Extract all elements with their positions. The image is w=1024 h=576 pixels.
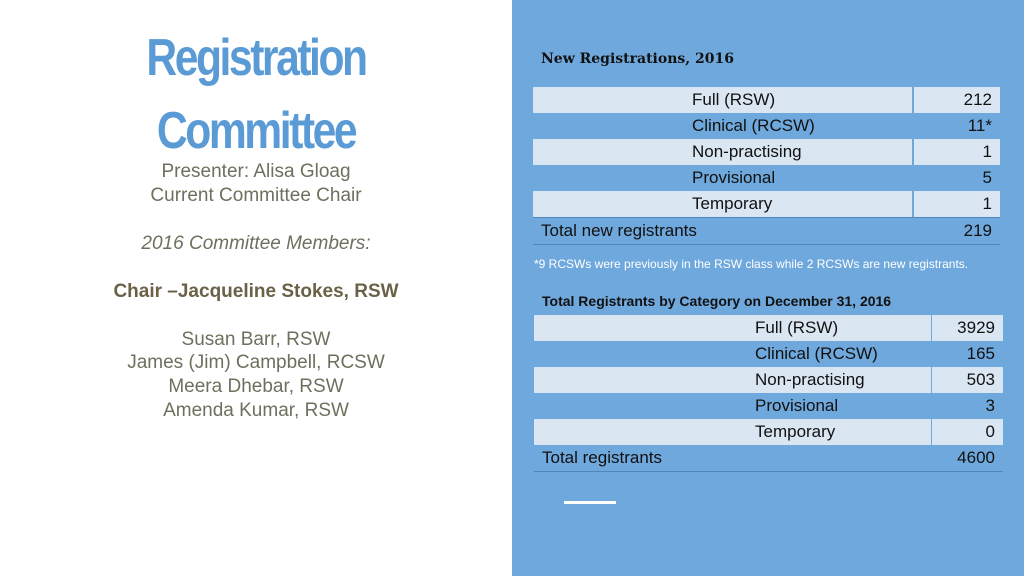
row-value: 0 xyxy=(932,419,1003,445)
row-value: 1 xyxy=(914,191,1000,218)
row-label: Full (RSW) xyxy=(533,87,912,113)
row-label: Temporary xyxy=(533,191,912,218)
decorative-dash xyxy=(564,501,616,504)
row-value: 3929 xyxy=(932,315,1003,341)
total-row xyxy=(533,218,1000,245)
new-registrations-table xyxy=(533,87,1000,245)
table-row xyxy=(533,191,1000,218)
row-value: 3 xyxy=(932,393,1003,419)
total-label: Total registrants xyxy=(534,445,931,472)
row-label: Non-practising xyxy=(533,139,912,165)
total-row xyxy=(534,445,1003,472)
row-value: 503 xyxy=(932,367,1003,393)
row-label: Clinical (RCSW) xyxy=(534,341,931,367)
row-value: 5 xyxy=(914,165,1000,191)
table-row xyxy=(534,315,1003,341)
table-row xyxy=(534,341,1003,367)
member-1: Susan Barr, RSW xyxy=(181,329,331,350)
total-value: 4600 xyxy=(932,445,1003,472)
row-value: 212 xyxy=(914,87,1000,113)
table-row xyxy=(533,139,1000,165)
total-value: 219 xyxy=(914,218,1000,245)
row-label: Provisional xyxy=(534,393,931,419)
table-row xyxy=(533,165,1000,191)
title-line-2: Committee xyxy=(156,102,356,160)
member-4: Amenda Kumar, RSW xyxy=(163,400,349,421)
members-heading: 2016 Committee Members: xyxy=(141,233,371,254)
total-registrants-table xyxy=(534,315,1003,472)
member-2: James (Jim) Campbell, RCSW xyxy=(127,352,385,373)
row-label: Non-practising xyxy=(534,367,931,393)
footnote: *9 RCSWs were previously in the RSW class while 2 RCSWs are new registrants. xyxy=(534,257,969,271)
table-row xyxy=(533,113,1000,139)
table-row xyxy=(534,393,1003,419)
table-row xyxy=(534,419,1003,445)
row-value: 11* xyxy=(914,113,1000,139)
committee-chair: Chair –Jacqueline Stokes, RSW xyxy=(113,281,399,302)
row-label: Clinical (RCSW) xyxy=(533,113,912,139)
row-label: Provisional xyxy=(533,165,912,191)
table-row xyxy=(533,87,1000,113)
new-registrations-heading: New Registrations, 2016 xyxy=(541,51,734,67)
title-line-1: Registration xyxy=(146,29,366,87)
row-value: 165 xyxy=(932,341,1003,367)
row-label: Full (RSW) xyxy=(534,315,931,341)
total-label: Total new registrants xyxy=(533,218,912,245)
table-row xyxy=(534,367,1003,393)
row-label: Temporary xyxy=(534,419,931,445)
member-3: Meera Dhebar, RSW xyxy=(168,376,344,397)
row-value: 1 xyxy=(914,139,1000,165)
presenter: Presenter: Alisa Gloag xyxy=(161,161,351,182)
presenter-role: Current Committee Chair xyxy=(150,185,362,206)
total-registrants-heading: Total Registrants by Category on December 31, 2016 xyxy=(542,293,892,309)
